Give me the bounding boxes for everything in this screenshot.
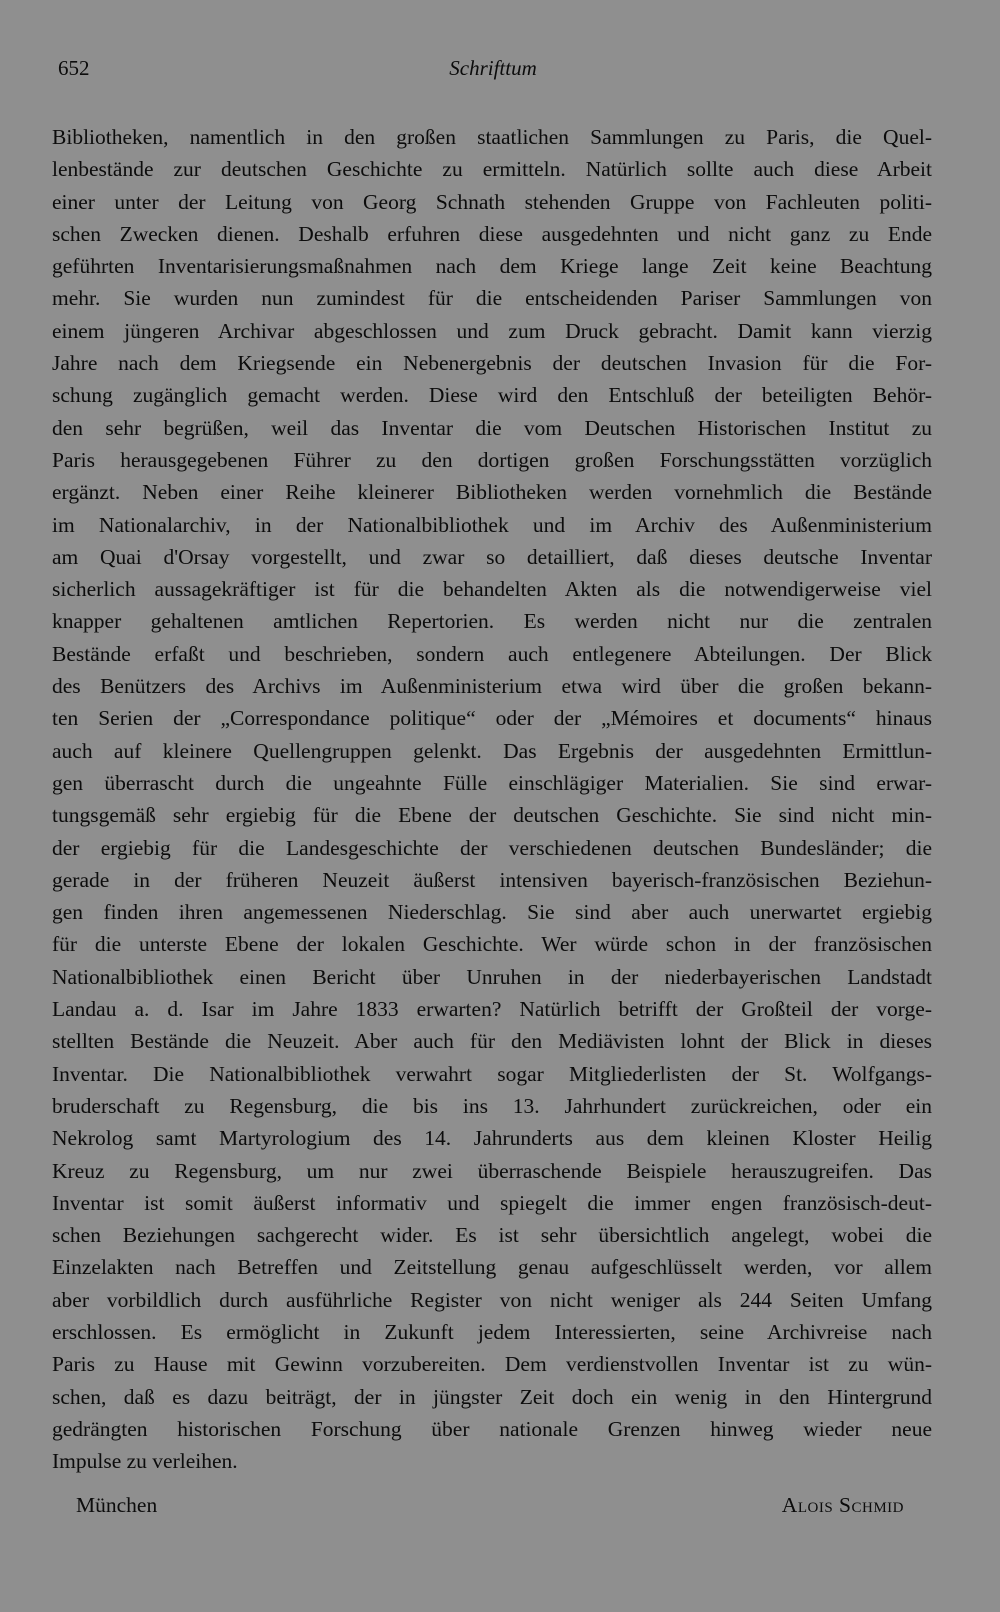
text-line: auch auf kleinere Quellengruppen gelenkt. Das Ergebnis der ausgedehnten Ermittlun- [52,738,932,763]
text-line: lenbestände zur deutschen Geschichte zu ermitteln. Natürlich sollte auch diese Arbeit [52,157,932,182]
text-line: der ergiebig für die Landesgeschichte der verschiedenen deutschen Bundesländer; die [52,835,932,860]
text-line: sicherlich aussagekräftiger ist für die behandelten Akten als die notwendigerweise viel [52,577,932,602]
text-line: schen Zwecken dienen. Deshalb erfuhren diese ausgedehnten und nicht ganz zu Ende [52,221,932,246]
text-line: Paris zu Hause mit Gewinn vorzubereiten. Dem verdienstvollen Inventar ist zu wün- [52,1352,932,1377]
text-line: Nationalbibliothek einen Bericht über Unruhen in der niederbayerischen Landstadt [52,964,932,989]
text-line: mehr. Sie wurden nun zumindest für die entscheidenden Pariser Sammlungen von [52,286,932,311]
text-line: ergänzt. Neben einer Reihe kleinerer Bibliotheken werden vornehmlich die Bestände [52,480,932,505]
page-number: 652 [58,56,90,80]
text-line: schen Beziehungen sachgerecht wider. Es ist sehr übersichtlich angelegt, wobei die [52,1223,932,1248]
text-line: aber vorbildlich durch ausführliche Register von nicht weniger als 244 Seiten Umfang [52,1287,932,1312]
text-line: bruderschaft zu Regensburg, die bis ins 13. Jahrhundert zurückreichen, oder ein [52,1093,932,1118]
text-line: für die unterste Ebene der lokalen Geschichte. Wer würde schon in der französischen [52,932,932,957]
text-line: einer unter der Leitung von Georg Schnath stehenden Gruppe von Fachleuten politi- [52,189,932,214]
text-line: Bibliotheken, namentlich in den großen staatlichen Sammlungen zu Paris, die Quel- [52,125,932,149]
text-line: gen überrascht durch die ungeahnte Fülle einschlägiger Materialien. Sie sind erwar- [52,770,932,795]
text-line: den sehr begrüßen, weil das Inventar die vom Deutschen Historischen Institut zu [52,415,932,440]
text-line: Jahre nach dem Kriegsende ein Nebenergebnis der deutschen Invasion für die For- [52,351,932,376]
text-line: im Nationalarchiv, in der Nationalbibliothek und im Archiv des Außenministerium [52,512,932,537]
text-line: Paris herausgegebenen Führer zu den dortigen großen Forschungsstätten vorzüglich [52,447,932,472]
running-title: Schrifttum [449,56,537,80]
text-line: Einzelakten nach Betreffen und Zeitstellung genau aufgeschlüsselt werden, vor allem [52,1255,932,1280]
text-line: Bestände erfaßt und beschrieben, sondern auch entlegenere Abteilungen. Der Blick [52,641,932,666]
text-line: knapper gehaltenen amtlichen Repertorien. Es werden nicht nur die zentralen [52,609,932,634]
text-line: des Benützers des Archivs im Außenministerium etwa wird über die großen bekann- [52,674,932,699]
text-line: Impulse zu verleihen. [52,1449,238,1474]
text-line: erschlossen. Es ermöglicht in Zukunft jedem Interessierten, seine Archivreise nach [52,1319,932,1344]
signature-place: München [76,1493,158,1517]
text-line: ten Serien der „Correspondance politique“ oder der „Mémoires et documents“ hinaus [52,706,932,731]
text-line: Nekrolog samt Martyrologium des 14. Jahrunderts aus dem kleinen Kloster Heilig [52,1126,932,1151]
text-line: gerade in der früheren Neuzeit äußerst intensiven bayerisch-französischen Beziehun- [52,867,932,892]
text-line: Landau a. d. Isar im Jahre 1833 erwarten? Natürlich betrifft der Großteil der vorge- [52,997,932,1022]
signature-block [76,1488,904,1522]
review-body-text [52,121,932,1477]
text-line: Inventar. Die Nationalbibliothek verwahrt sogar Mitgliederlisten der St. Wolfgangs- [52,1061,932,1086]
text-line: Inventar ist somit äußerst informativ und spiegelt die immer engen französisch-deut- [52,1190,932,1215]
text-line: geführten Inventarisierungsmaßnahmen nach dem Kriege lange Zeit keine Beachtung [52,254,932,279]
text-line: gedrängten historischen Forschung über nationale Grenzen hinweg wieder neue [52,1416,932,1441]
text-line: stellten Bestände die Neuzeit. Aber auch für den Mediävisten lohnt der Blick in dieses [52,1029,932,1054]
text-line: einem jüngeren Archivar abgeschlossen und zum Druck gebracht. Damit kann vierzig [52,318,932,343]
text-line: schen, daß es dazu beiträgt, der in jüngster Zeit doch ein wenig in den Hintergrund [52,1384,932,1409]
text-line: tungsgemäß sehr ergiebig für die Ebene der deutschen Geschichte. Sie sind nicht min- [52,803,932,828]
running-header [58,52,928,84]
text-line: am Quai d'Orsay vorgestellt, und zwar so detailliert, daß dieses deutsche Inventar [52,544,932,569]
text-line: gen finden ihren angemessenen Niederschlag. Sie sind aber auch unerwartet ergiebig [52,900,932,925]
text-line: Kreuz zu Regensburg, um nur zwei überraschende Beispiele herauszugreifen. Das [52,1158,932,1183]
signature-author: Alois Schmid [781,1493,904,1517]
text-line: schung zugänglich gemacht werden. Diese wird den Entschluß der beteiligten Behör- [52,383,932,408]
